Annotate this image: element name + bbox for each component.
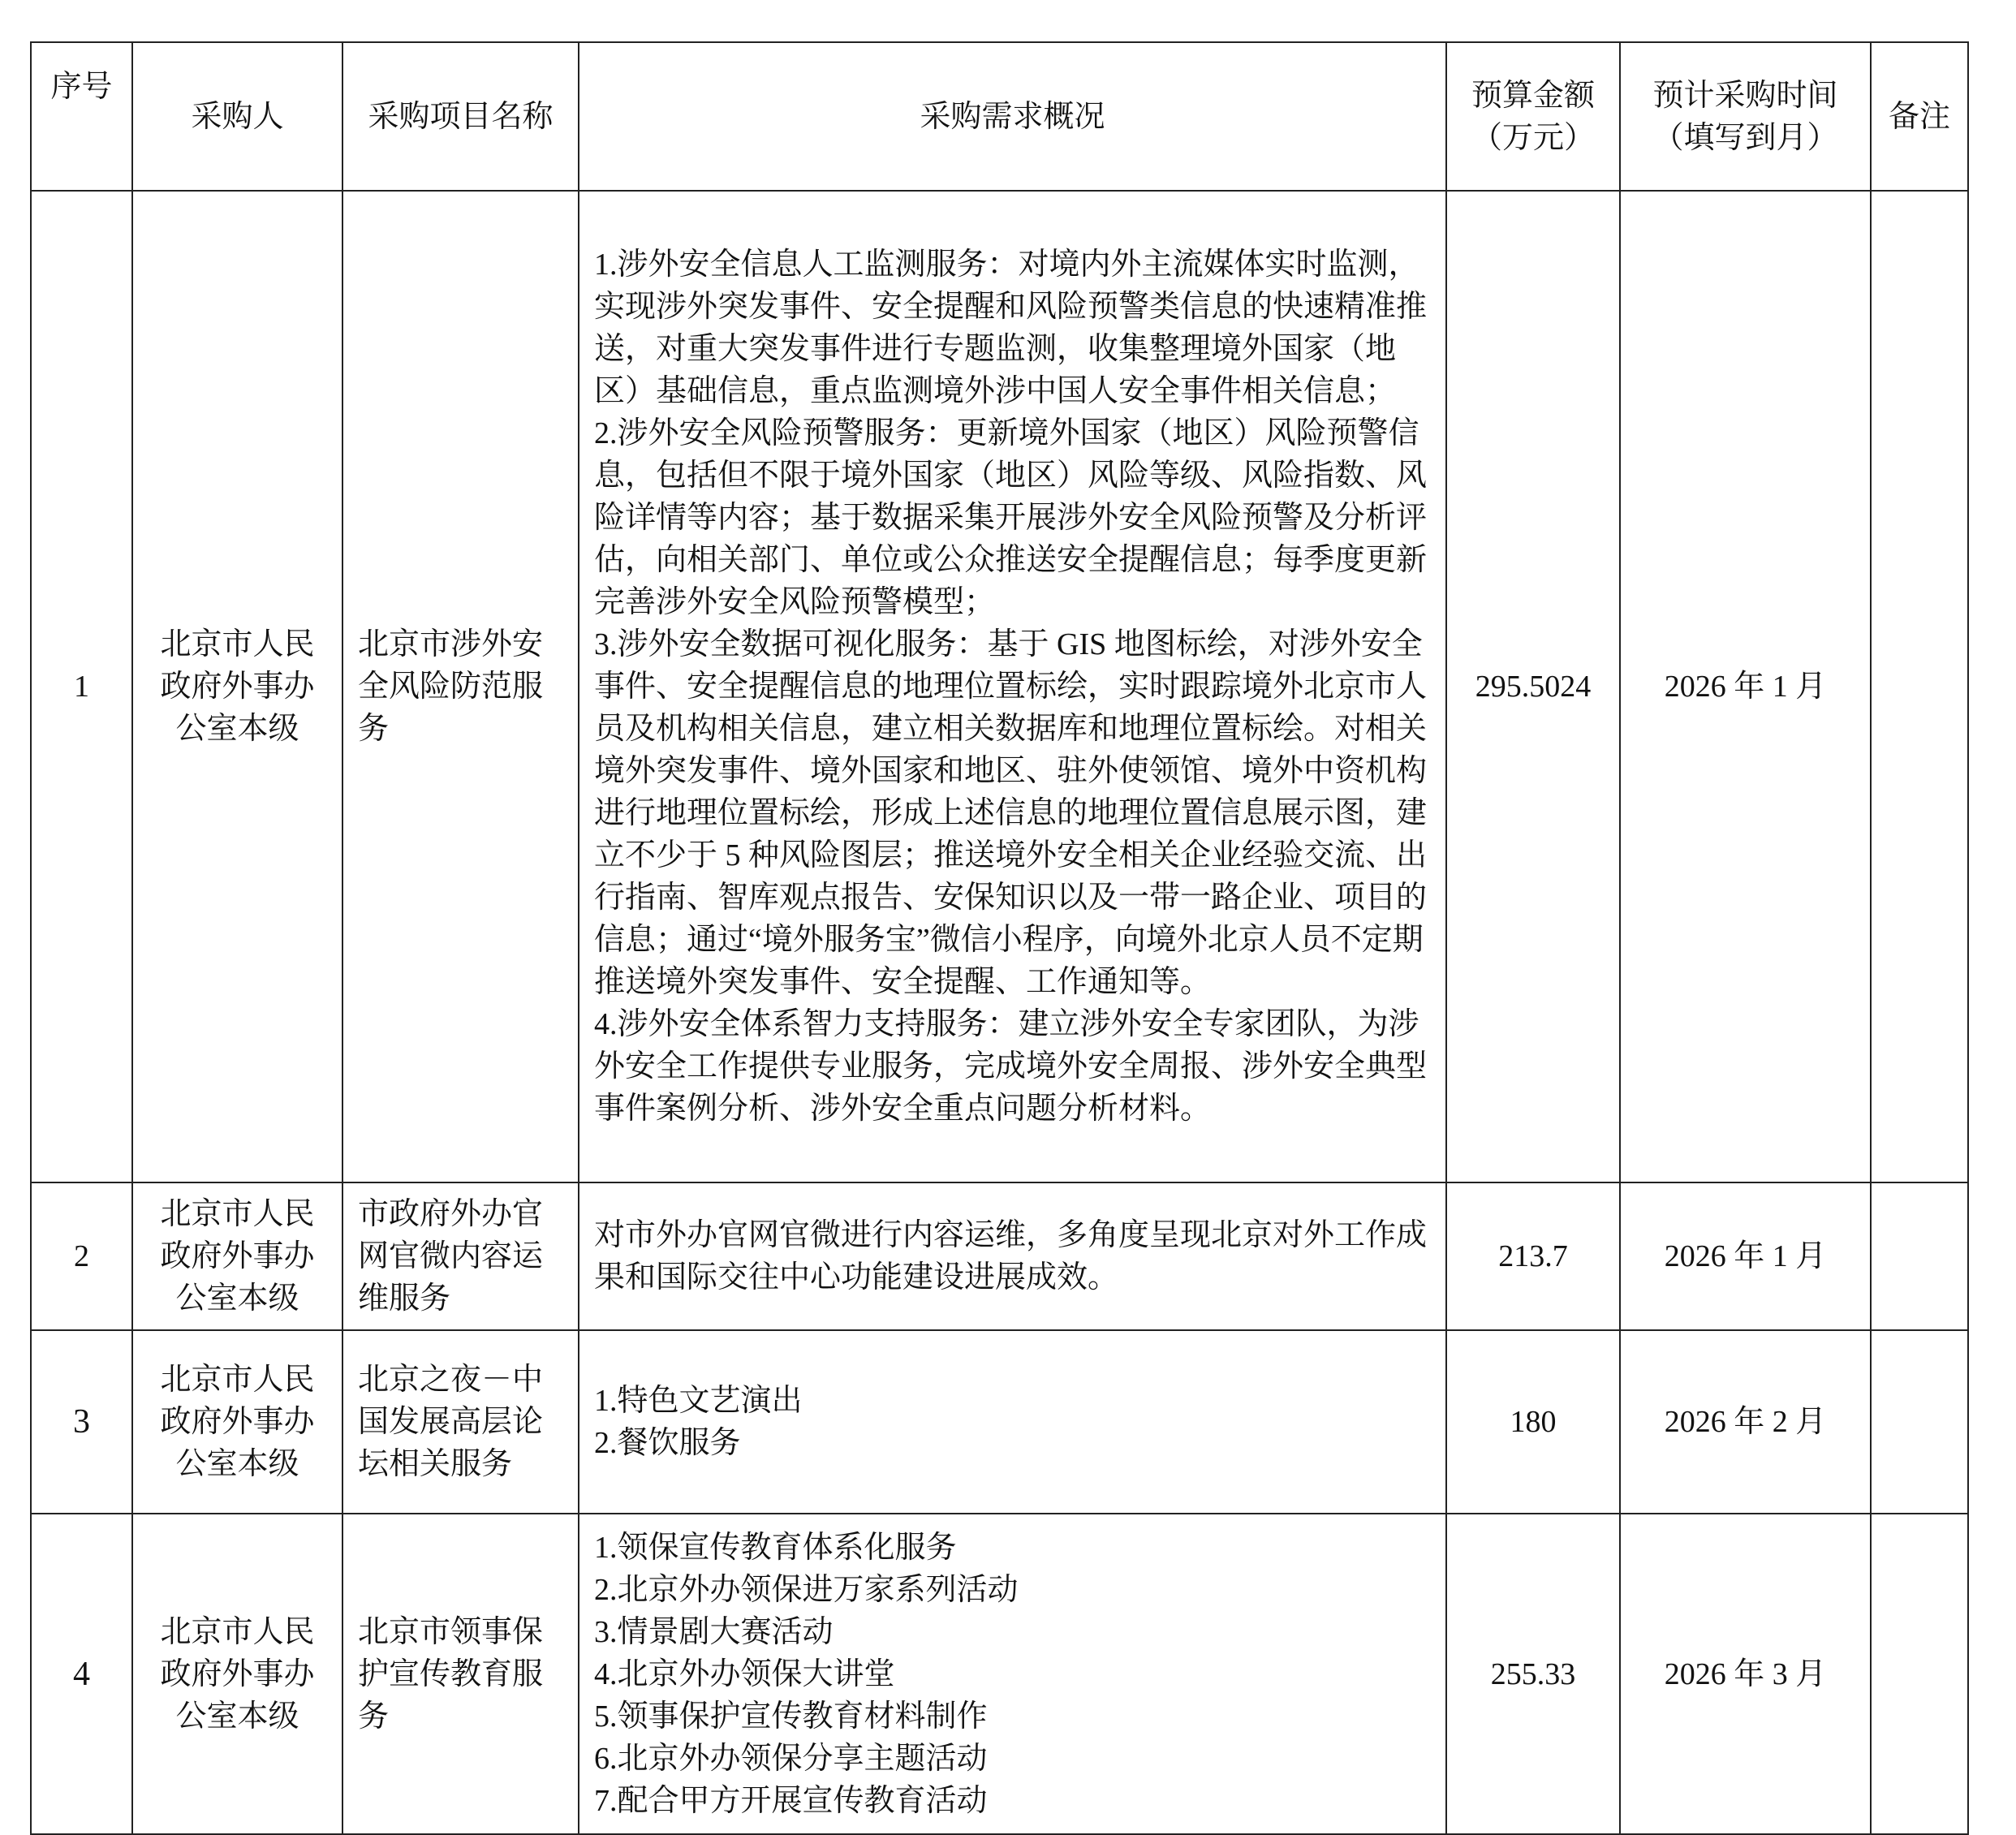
- table-row: [31, 191, 1968, 1182]
- row-seq: 4: [31, 1514, 132, 1834]
- requirement-item: 1.领保宣传教育体系化服务: [594, 1530, 957, 1565]
- row-remarks: [1871, 1330, 1968, 1514]
- header-purchaser: 采购人: [132, 42, 342, 191]
- row-requirements: [579, 191, 1446, 1182]
- row-budget: 180: [1446, 1330, 1620, 1514]
- row-requirements: [579, 1514, 1446, 1834]
- table-row: [31, 1182, 1968, 1330]
- table-row: [31, 1330, 1968, 1514]
- requirement-item: 2.北京外办领保进万家系列活动: [594, 1572, 1019, 1607]
- row-budget: 255.33: [1446, 1514, 1620, 1834]
- procurement-table: [30, 41, 1969, 1835]
- requirement-item: 4.涉外安全体系智力支持服务：建立涉外安全专家团队，为涉外安全工作提供专业服务，完成境外安全周报、涉外安全典型事件案例分析、涉外安全重点问题分析材料。: [594, 1007, 1428, 1126]
- requirement-item: 1.涉外安全信息人工监测服务：对境内外主流媒体实时监测，实现涉外突发事件、安全提醒和风险预警类信息的快速精准推送，对重大突发事件进行专题监测，收集整理境外国家（地区）基础信息，重点监测境外涉中国人安全事件相关信息；: [594, 248, 1428, 408]
- row-remarks: [1871, 1182, 1968, 1330]
- row-time: 2026 年 1 月: [1620, 191, 1871, 1182]
- requirement-item: 7.配合甲方开展宣传教育活动: [594, 1783, 988, 1818]
- header-project-name: 采购项目名称: [342, 42, 579, 191]
- header-requirements: 采购需求概况: [579, 42, 1446, 191]
- header-time-line1: 预计采购时间: [1652, 78, 1838, 113]
- requirement-item: 1.特色文艺演出: [594, 1384, 803, 1418]
- row-remarks: [1871, 191, 1968, 1182]
- header-time-line2: （填写到月）: [1652, 120, 1838, 155]
- row-budget: 213.7: [1446, 1182, 1620, 1330]
- table-row: [31, 1514, 1968, 1834]
- row-time: 2026 年 1 月: [1620, 1182, 1871, 1330]
- requirement-item: 2.涉外安全风险预警服务：更新境外国家（地区）风险预警信息，包括但不限于境外国家（地区）风险等级、风险指数、风险详情等内容；基于数据采集开展涉外安全风险预警及分析评估，向相关部门、单位或公众推送安全提醒信息；每季度更新完善涉外安全风险预警模型；: [594, 416, 1428, 619]
- row-project-name: 北京市涉外安全风险防范服务: [342, 191, 579, 1182]
- header-remarks: 备注: [1871, 42, 1968, 191]
- header-budget-line1: 预算金额: [1471, 78, 1595, 113]
- row-budget: 295.5024: [1446, 191, 1620, 1182]
- requirement-item: 3.情景剧大赛活动: [594, 1614, 834, 1649]
- header-budget-line2: （万元）: [1471, 120, 1595, 155]
- row-seq: 2: [31, 1182, 132, 1330]
- header-budget: [1446, 42, 1620, 191]
- row-time: 2026 年 3 月: [1620, 1514, 1871, 1834]
- row-requirements: [579, 1330, 1446, 1514]
- row-remarks: [1871, 1514, 1968, 1834]
- row-purchaser: 北京市人民政府外事办公室本级: [132, 1182, 342, 1330]
- row-purchaser: 北京市人民政府外事办公室本级: [132, 1330, 342, 1514]
- row-project-name: 市政府外办官网官微内容运维服务: [342, 1182, 579, 1330]
- header-time: [1620, 42, 1871, 191]
- requirement-item: 2.餐饮服务: [594, 1426, 741, 1460]
- row-project-name: 北京市领事保护宣传教育服务: [342, 1514, 579, 1834]
- requirement-item: 4.北京外办领保大讲堂: [594, 1656, 895, 1691]
- row-requirements: [579, 1182, 1446, 1330]
- requirement-item: 6.北京外办领保分享主题活动: [594, 1741, 988, 1776]
- requirement-item: 5.领事保护宣传教育材料制作: [594, 1699, 988, 1734]
- row-purchaser: 北京市人民政府外事办公室本级: [132, 191, 342, 1182]
- requirement-item: 对市外办官网官微进行内容运维，多角度呈现北京对外工作成果和国际交往中心功能建设进展成效。: [594, 1218, 1428, 1294]
- row-seq: 1: [31, 191, 132, 1182]
- requirement-item: 3.涉外安全数据可视化服务：基于 GIS 地图标绘，对涉外安全事件、安全提醒信息的地理位置标绘，实时跟踪境外北京市人员及机构相关信息，建立相关数据库和地理位置标绘。对相关境外突发事件、境外国家和地区、驻外使领馆、境外中资机构进行地理位置标绘，形成上述信息的地理位置信息展示图，建立不少于 5 种风险图层；推送境外安全相关企业经验交流、出行指南、智库观点报告、安保知识以及一带一路企业、项目的信息；通过“境外服务宝”微信小程序，向境外北京人员不定期推送境外突发事件、安全提醒、工作通知等。: [594, 627, 1428, 999]
- header-seq: 序号: [31, 42, 132, 191]
- row-time: 2026 年 2 月: [1620, 1330, 1871, 1514]
- row-seq: 3: [31, 1330, 132, 1514]
- header-row: [31, 42, 1968, 191]
- row-purchaser: 北京市人民政府外事办公室本级: [132, 1514, 342, 1834]
- row-project-name: 北京之夜－中国发展高层论坛相关服务: [342, 1330, 579, 1514]
